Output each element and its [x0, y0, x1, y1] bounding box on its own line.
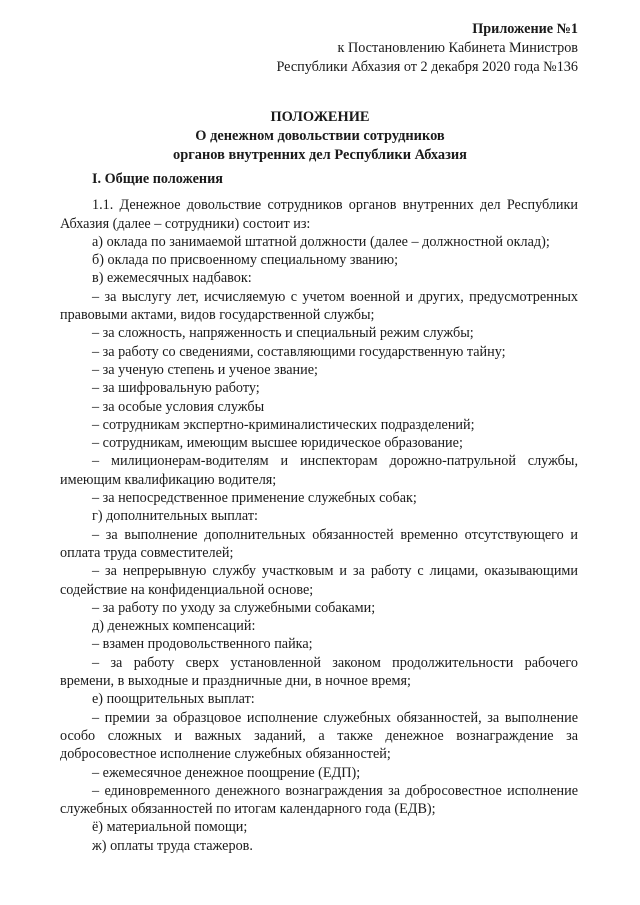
paragraph: – за особые условия службы	[92, 398, 265, 415]
document-title	[0, 108, 640, 165]
title-line-1: ПОЛОЖЕНИЕ	[270, 109, 370, 125]
paragraph: – сотрудникам, имеющим высшее юридическое образование;	[92, 435, 463, 452]
section-heading: I. Общие положения	[92, 171, 223, 187]
paragraph: ё) материальной помощи;	[92, 819, 248, 836]
paragraph: е) поощрительных выплат:	[92, 691, 255, 708]
paragraph: – за выполнение дополнительных обязанностей временно отсутствующего и оплата труда совместителей;	[60, 526, 578, 561]
paragraph: – единовременного денежного вознаграждения за добросовестное исполнение служебных обязанностей по итогам календарного года (ЕДВ);	[60, 782, 578, 818]
paragraph: – за непрерывную службу участковым и за работу с лицами, оказывающими содействие на конфиденциальной основе;	[60, 563, 578, 598]
paragraph: – за непосредственное применение служебных собак;	[92, 490, 417, 507]
paragraph: г) дополнительных выплат:	[92, 508, 258, 525]
document-body	[60, 170, 578, 855]
paragraph: – за ученую степень и ученое звание;	[92, 361, 318, 378]
paragraph: – за выслугу лет, исчисляемую с учетом военной и других, предусмотренных правовыми актами, видов государственной службы;	[60, 288, 578, 324]
paragraph: б) оклада по присвоенному специальному званию;	[92, 252, 399, 269]
title-line-2: О денежном довольствии сотрудников	[195, 128, 445, 144]
paragraph: – взамен продовольственного пайка;	[92, 636, 313, 653]
paragraph: – ежемесячное денежное поощрение (ЕДП);	[92, 764, 361, 781]
paragraph: – за сложность, напряженность и специальный режим службы;	[92, 325, 474, 342]
paragraph: – сотрудникам экспертно-криминалистических подразделений;	[92, 416, 475, 433]
paragraph: а) оклада по занимаемой штатной должности (далее – должностной оклад);	[92, 233, 550, 250]
paragraph: ж) оплаты труда стажеров.	[92, 837, 253, 854]
paragraph: – премии за образцовое исполнение служебных обязанностей, за выполнение особо сложных и важных заданий, а также денежное вознаграждение за добросовестное исполнение служебных обязанностей;	[60, 709, 578, 763]
paragraph: 1.1. Денежное довольствие сотрудников органов внутренних дел Республики Абхазия (далее – сотрудники) состоит из:	[60, 197, 578, 232]
paragraph: д) денежных компенсаций:	[92, 618, 256, 635]
paragraph: – милиционерам-водителям и инспекторам дорожно-патрульной службы, имеющим квалификацию водителя;	[60, 453, 578, 488]
annex-header	[276, 20, 578, 77]
paragraph: в) ежемесячных надбавок:	[92, 270, 252, 287]
annex-line-2: Республики Абхазия от 2 декабря 2020 года №136	[276, 59, 578, 75]
annex-line-1: к Постановлению Кабинета Министров	[337, 40, 578, 56]
paragraph: – за работу по уходу за служебными собаками;	[92, 599, 376, 616]
paragraph: – за работу со сведениями, составляющими государственную тайну;	[92, 343, 506, 360]
paragraph: – за работу сверх установленной законом продолжительности рабочего времени, в выходные и праздничные дни, в ночное время;	[60, 654, 578, 690]
paragraph: – за шифровальную работу;	[92, 380, 260, 397]
annex-number: Приложение №1	[472, 21, 578, 37]
title-line-3: органов внутренних дел Республики Абхазия	[173, 147, 467, 163]
